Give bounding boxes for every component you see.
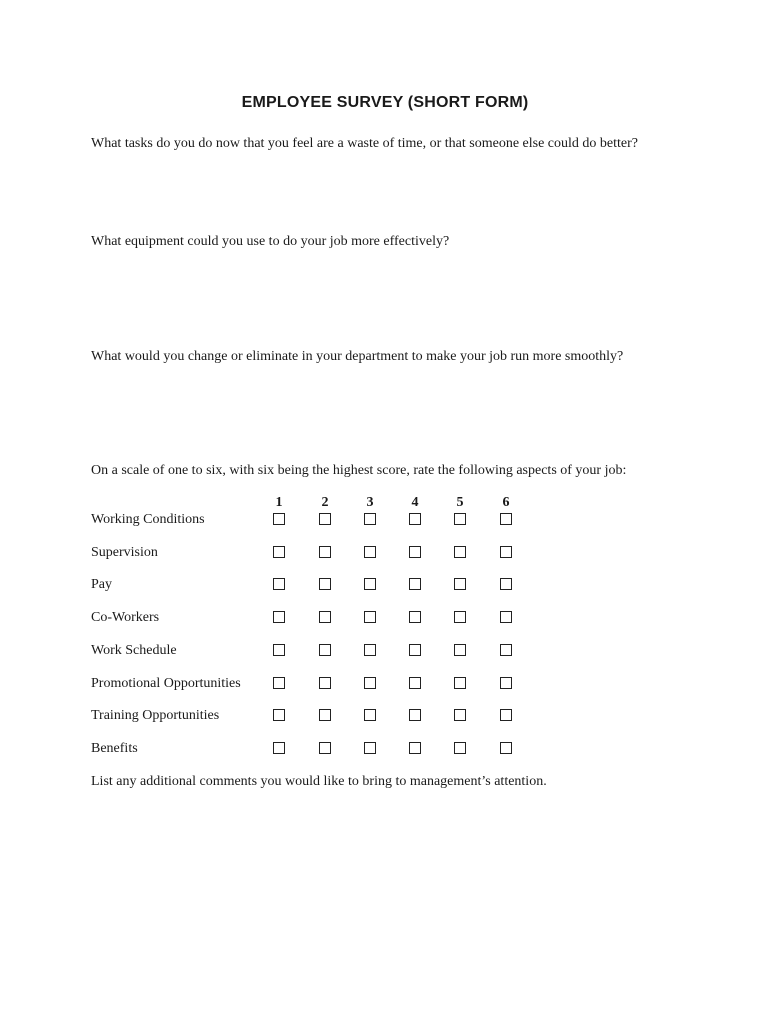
checkbox-supervision-2[interactable] [319,546,331,558]
rating-label-benefits: Benefits [91,740,138,756]
checkbox-benefits-6[interactable] [500,742,512,754]
checkbox-co-workers-6[interactable] [500,611,512,623]
checkbox-benefits-1[interactable] [273,742,285,754]
checkbox-supervision-5[interactable] [454,546,466,558]
scale-number-2: 2 [321,495,329,510]
checkbox-promotional-opportunities-1[interactable] [273,677,285,689]
checkbox-promotional-opportunities-2[interactable] [319,677,331,689]
scale-number-6: 6 [502,495,510,510]
rating-label-pay: Pay [91,577,112,593]
checkbox-supervision-4[interactable] [409,546,421,558]
checkbox-work-schedule-2[interactable] [319,644,331,656]
rating-label-co-workers: Co-Workers [91,610,160,626]
rating-label-working-conditions: Working Conditions [91,512,205,527]
rating-label-training-opportunities: Training Opportunities [91,708,220,724]
checkbox-co-workers-2[interactable] [319,611,331,623]
checkbox-pay-2[interactable] [319,578,331,590]
checkbox-promotional-opportunities-6[interactable] [500,677,512,689]
checkbox-training-opportunities-1[interactable] [273,709,285,721]
checkbox-co-workers-5[interactable] [454,611,466,623]
scale-number-5: 5 [456,495,464,510]
rating-label-promotional-opportunities: Promotional Opportunities [91,675,241,691]
checkbox-co-workers-4[interactable] [409,611,421,623]
checkbox-benefits-2[interactable] [319,742,331,754]
checkbox-pay-3[interactable] [364,578,376,590]
checkbox-working-conditions-6[interactable] [500,513,512,525]
checkbox-working-conditions-3[interactable] [364,513,376,525]
checkbox-work-schedule-4[interactable] [409,644,421,656]
checkbox-promotional-opportunities-4[interactable] [409,677,421,689]
checkbox-working-conditions-2[interactable] [319,513,331,525]
checkbox-work-schedule-6[interactable] [500,644,512,656]
checkbox-working-conditions-4[interactable] [409,513,421,525]
scale-number-1: 1 [275,495,283,510]
checkbox-promotional-opportunities-5[interactable] [454,677,466,689]
checkbox-pay-6[interactable] [500,578,512,590]
checkbox-training-opportunities-2[interactable] [319,709,331,721]
question-equipment: What equipment could you use to do your job more effectively? [91,234,450,249]
checkbox-co-workers-1[interactable] [273,611,285,623]
checkbox-promotional-opportunities-3[interactable] [364,677,376,689]
checkbox-supervision-6[interactable] [500,546,512,558]
checkbox-work-schedule-1[interactable] [273,644,285,656]
checkbox-training-opportunities-6[interactable] [500,709,512,721]
scale-number-3: 3 [366,495,374,510]
checkbox-supervision-3[interactable] [364,546,376,558]
checkbox-co-workers-3[interactable] [364,611,376,623]
checkbox-pay-4[interactable] [409,578,421,590]
checkbox-pay-1[interactable] [273,578,285,590]
question-department-changes: What would you change or eliminate in your department to make your job run more smoothly? [91,349,624,364]
scale-number-4: 4 [411,495,419,510]
checkbox-benefits-3[interactable] [364,742,376,754]
checkbox-training-opportunities-3[interactable] [364,709,376,721]
checkbox-work-schedule-3[interactable] [364,644,376,656]
checkbox-pay-5[interactable] [454,578,466,590]
rating-label-work-schedule: Work Schedule [91,642,177,658]
checkbox-supervision-1[interactable] [273,546,285,558]
checkbox-benefits-5[interactable] [454,742,466,754]
comments-prompt: List any additional comments you would like to bring to management’s attention. [91,774,547,789]
rating-label-supervision: Supervision [91,544,158,560]
checkbox-work-schedule-5[interactable] [454,644,466,656]
checkbox-benefits-4[interactable] [409,742,421,754]
rating-instruction: On a scale of one to six, with six being the highest score, rate the following aspects of your job: [91,463,627,478]
checkbox-working-conditions-5[interactable] [454,513,466,525]
checkbox-working-conditions-1[interactable] [273,513,285,525]
question-wasted-tasks: What tasks do you do now that you feel are a waste of time, or that someone else could do better? [91,136,638,151]
checkbox-training-opportunities-5[interactable] [454,709,466,721]
checkbox-training-opportunities-4[interactable] [409,709,421,721]
page-title: EMPLOYEE SURVEY (SHORT FORM) [241,94,529,111]
